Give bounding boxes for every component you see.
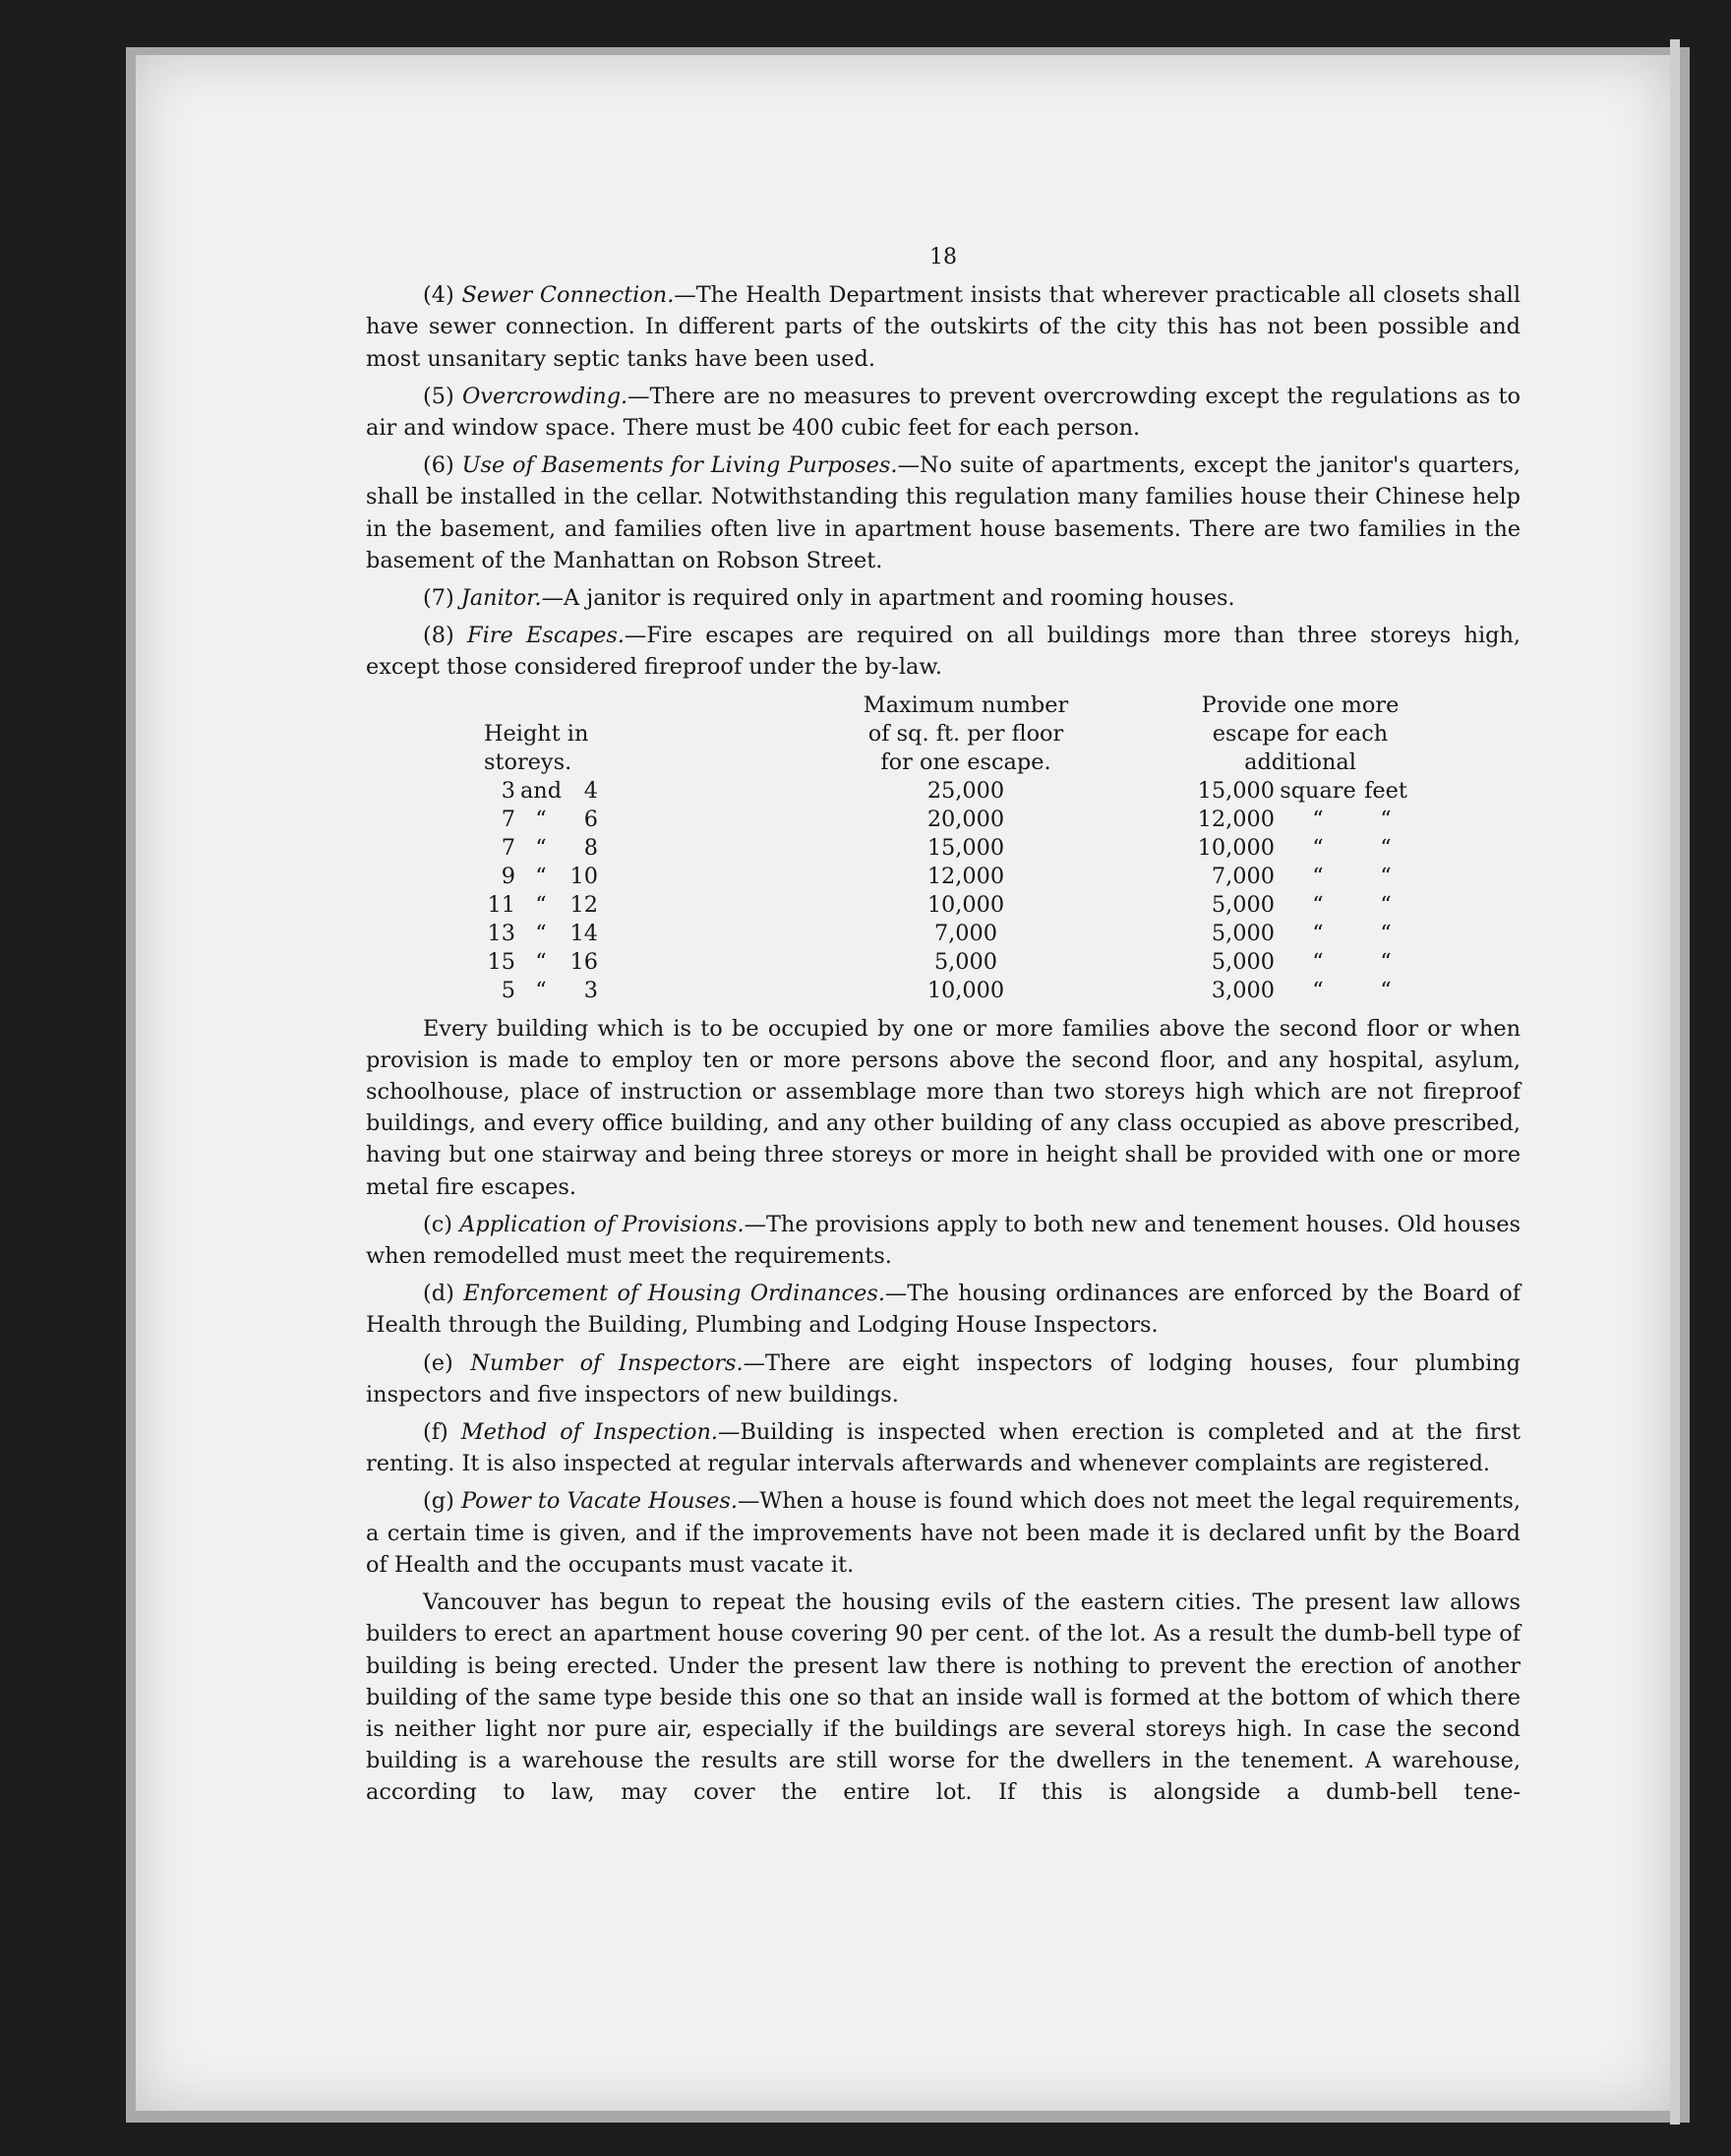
height-to: 16 [569, 948, 598, 975]
area-header-line-3: for one escape. [880, 749, 1051, 775]
height-range-cell [484, 863, 779, 891]
building-paragraph: Every building which is to be occupied by one or more families above the second floor or when provision is made to employ ten or more persons above the second floor, and any hospital, asylum, schoolhouse, place of instruction or assemblage more than two storeys high which are not fireproof buildings, and every office building, and any other building of any class occupied as above prescribed, having but one stairway and being three storeys or more in height shall be provided with one or more metal fire escapes. [366, 1015, 1521, 1200]
unit-word-2: “ [1380, 977, 1392, 1003]
area-cell: 25,000 [926, 777, 1005, 804]
height-separator: “ [535, 891, 547, 918]
area-cell: 7,000 [933, 920, 998, 946]
height-range-cell [484, 834, 779, 863]
paragraph-heading: Method of Inspection.— [460, 1419, 741, 1446]
paragraph-number: (g) [423, 1488, 454, 1515]
paragraph-text: No suite of apartments, except the janitor's quarters, shall be installed in the cellar. Notwithstanding this regulation many families house their Chinese help in the basement, and families often live in apartment house basements. There are two families in the basement of the Manhattan on Robson Street. [366, 452, 1521, 573]
unit-word-1: “ [1312, 834, 1324, 861]
additional-cell [1153, 806, 1448, 834]
height-from: 5 [501, 977, 515, 1003]
additional-value: 10,000 [1197, 834, 1275, 861]
height-from: 11 [487, 891, 515, 918]
area-cell: 5,000 [933, 948, 998, 975]
paragraph-number: (6) [423, 452, 454, 479]
paragraph-number: (8) [423, 623, 454, 649]
unit-word-1: “ [1312, 806, 1324, 832]
height-separator: “ [535, 806, 547, 832]
paragraph-text: Fire escapes are required on all buildings more than three storeys high, except those considered fireproof under the by-law. [366, 623, 1522, 681]
height-range-cell [484, 977, 779, 1005]
table-row [366, 948, 1448, 977]
height-separator: and [519, 777, 563, 804]
unit-word-1: “ [1312, 891, 1324, 918]
paragraph-text: The provisions apply to both new and tenement houses. Old houses when remodelled must meet the requirements. [366, 1211, 1521, 1270]
height-to: 8 [583, 834, 598, 861]
paragraph-heading: Number of Inspectors.— [470, 1349, 766, 1376]
area-cell: 12,000 [926, 863, 1005, 889]
height-separator: “ [535, 863, 547, 889]
enforcement-paragraph [366, 1209, 1521, 1272]
paragraph-heading: Use of Basements for Living Purposes.— [461, 452, 920, 479]
paragraph-number: (7) [423, 585, 454, 612]
area-cell: 20,000 [926, 806, 1005, 832]
paragraph-number: (c) [423, 1211, 453, 1237]
paragraph-heading: Enforcement of Housing Ordinances.— [463, 1281, 908, 1307]
area-cell: 10,000 [926, 977, 1005, 1003]
table-row [366, 977, 1448, 1005]
section-enforcement [366, 1209, 1521, 1581]
paragraph-heading: Janitor.— [460, 585, 564, 612]
unit-word-2: “ [1380, 806, 1392, 832]
regulation-paragraph [366, 381, 1521, 444]
paragraph-number: (d) [423, 1281, 454, 1307]
paragraph-number: (5) [423, 383, 454, 409]
height-from: 7 [501, 834, 515, 861]
page-number: 18 [929, 245, 957, 270]
enforcement-paragraph [366, 1485, 1521, 1581]
table-row [366, 863, 1448, 891]
height-from: 15 [487, 948, 515, 975]
regulation-paragraph [366, 582, 1521, 614]
height-to: 3 [583, 977, 598, 1003]
additional-value: 5,000 [1211, 948, 1275, 975]
unit-word-1: square [1280, 777, 1356, 804]
height-from: 3 [501, 777, 515, 804]
paragraph-number: (f) [423, 1419, 448, 1446]
regulation-paragraph [366, 449, 1521, 576]
additional-cell [1153, 948, 1448, 977]
height-to: 6 [583, 806, 598, 832]
additional-cell [1153, 891, 1448, 920]
table-row [366, 920, 1448, 948]
unit-word-2: “ [1380, 948, 1392, 975]
regulation-paragraph [366, 279, 1521, 375]
paragraph-heading: Fire Escapes.— [467, 623, 647, 649]
regulation-paragraph [366, 620, 1521, 683]
additional-cell [1153, 977, 1448, 1005]
paragraph-text: A janitor is required only in apartment and rooming houses. [563, 585, 1235, 612]
fire-escape-table [366, 691, 1448, 1005]
additional-cell [1153, 777, 1448, 806]
enforcement-paragraph [366, 1348, 1521, 1410]
additional-header-line-2: escape for each [1212, 720, 1389, 747]
paragraph-text: There are eight inspectors of lodging houses, four plumbing inspectors and five inspectors of new buildings. [366, 1349, 1522, 1407]
paragraph-text: There are no measures to prevent overcrowding except the regulations as to air and window space. There must be 400 cubic feet for each person. [366, 383, 1521, 442]
paragraph-heading: Overcrowding.— [461, 383, 650, 409]
unit-word-2: “ [1380, 834, 1392, 861]
paragraph-text: Building is inspected when erection is completed and at the first renting. It is also inspected at regular intervals afterwards and whenever complaints are registered. [366, 1419, 1521, 1477]
additional-cell [1153, 920, 1448, 948]
additional-value: 5,000 [1211, 891, 1275, 918]
height-header-line-1: Height in [484, 720, 589, 747]
additional-value: 12,000 [1197, 806, 1275, 832]
additional-header-line-3: additional [1244, 749, 1356, 775]
height-range-cell [484, 806, 779, 834]
paragraph-text: When a house is found which does not meet the legal requirements, a certain time is given, and if the improvements have not been made it is declared unfit by the Board of Health and the occupants must vacate it. [366, 1488, 1521, 1578]
height-separator: “ [535, 948, 547, 975]
section-housing-regulations [366, 279, 1521, 683]
unit-word-2: “ [1380, 920, 1392, 946]
paragraph-heading: Sewer Connection.— [461, 282, 696, 309]
closing-paragraph: Vancouver has begun to repeat the housing evils of the eastern cities. The present law allows builders to erect an apartment house covering 90 per cent. of the lot. As a result the dumb-bell type of building is being erected. Under the present law there is nothing to prevent the erection of another building of the same type beside this one so that an inside wall is formed at the bottom of which there is neither light nor pure air, especially if the buildings are several storeys high. In case the second building is a warehouse the results are still worse for the dwellers in the tenement. A warehouse, according to law, may cover the entire lot. If this is alongside a dumb-bell tene- [366, 1589, 1521, 1806]
paragraph-number: (e) [423, 1349, 453, 1376]
table-row [366, 806, 1448, 834]
unit-word-1: “ [1312, 920, 1324, 946]
paragraph-heading: Application of Provisions.— [459, 1211, 766, 1237]
paragraph-text: The housing ordinances are enforced by the Board of Health through the Building, Plumbing and Lodging House Inspectors. [366, 1281, 1521, 1339]
height-range-cell [484, 777, 779, 806]
area-header-line-2: of sq. ft. per floor [867, 720, 1064, 747]
unit-word-1: “ [1312, 977, 1324, 1003]
additional-value: 5,000 [1211, 920, 1275, 946]
height-range-cell [484, 948, 779, 977]
additional-value: 7,000 [1211, 863, 1275, 889]
area-header [779, 691, 1153, 777]
additional-header [1153, 691, 1448, 777]
area-cell: 10,000 [926, 891, 1005, 918]
enforcement-paragraph [366, 1278, 1521, 1341]
additional-cell [1153, 834, 1448, 863]
additional-value: 3,000 [1211, 977, 1275, 1003]
area-header-line-1: Maximum number [863, 691, 1069, 718]
table-row [366, 834, 1448, 863]
height-from: 7 [501, 806, 515, 832]
unit-word-1: “ [1312, 948, 1324, 975]
height-separator: “ [535, 834, 547, 861]
additional-value: 15,000 [1197, 777, 1275, 804]
paragraph-text: The Health Department insists that wherever practicable all closets shall have sewer connection. In different parts of the outskirts of the city this has not been possible and most unsanitary septic tanks have been used. [366, 282, 1522, 372]
unit-word-2: “ [1380, 891, 1392, 918]
height-from: 13 [487, 920, 515, 946]
height-header-line-2: storeys. [484, 749, 572, 775]
document-body [366, 242, 1521, 1809]
table-row [366, 777, 1448, 806]
additional-cell [1153, 863, 1448, 891]
paragraph-heading: Power to Vacate Houses.— [460, 1488, 760, 1515]
height-separator: “ [535, 977, 547, 1003]
area-cell: 15,000 [926, 834, 1005, 861]
height-range-cell [484, 920, 779, 948]
height-separator: “ [535, 920, 547, 946]
height-to: 4 [583, 777, 598, 804]
height-header [484, 691, 779, 777]
height-from: 9 [501, 863, 515, 889]
unit-word-2: “ [1380, 863, 1392, 889]
paragraph-number: (4) [423, 282, 454, 309]
unit-word-1: “ [1312, 863, 1324, 889]
height-range-cell [484, 891, 779, 920]
unit-word-2: feet [1364, 777, 1407, 804]
page-edge [1670, 39, 1680, 2125]
height-to: 10 [569, 863, 598, 889]
height-to: 12 [569, 891, 598, 918]
enforcement-paragraph [366, 1416, 1521, 1479]
additional-header-line-1: Provide one more [1201, 691, 1400, 718]
table-row [366, 891, 1448, 920]
height-to: 14 [569, 920, 598, 946]
